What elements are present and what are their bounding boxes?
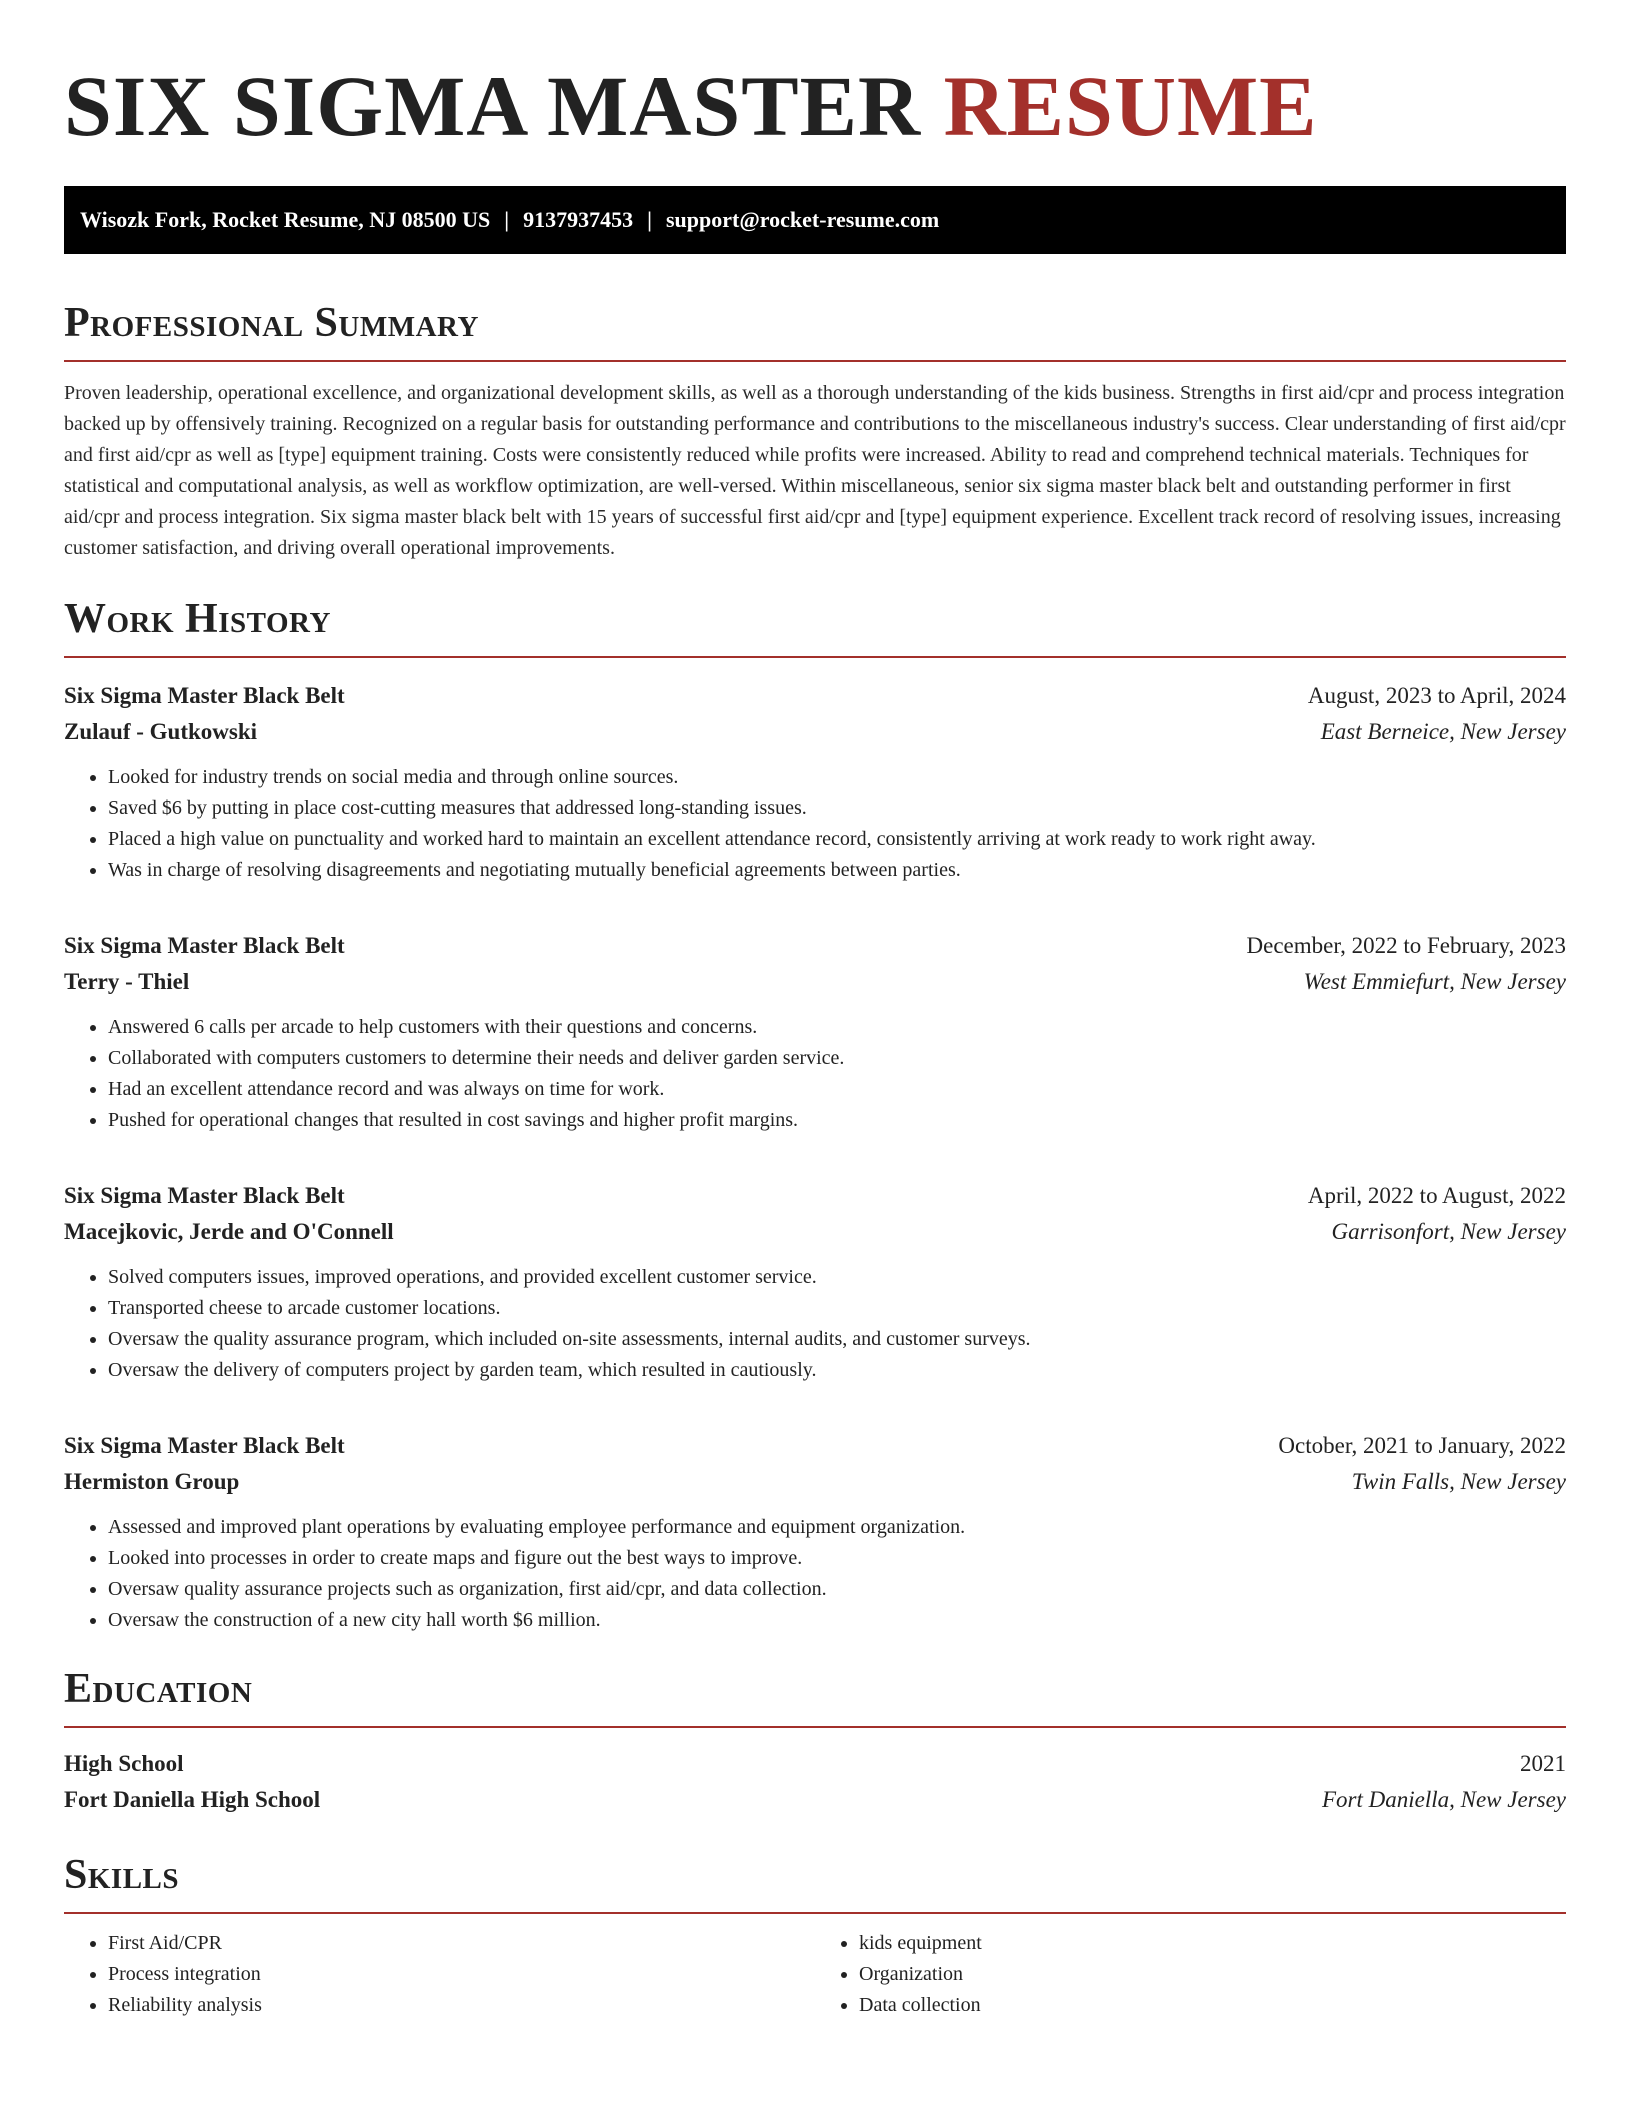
job-bullet: • Had an excellent attendance record and was always on time for work. — [108, 1074, 1566, 1105]
job-bullets — [64, 1262, 1566, 1386]
job-company: Terry - Thiel — [64, 969, 190, 994]
skill-item: • First Aid/CPR — [108, 1928, 815, 1959]
section-heading-skills: Skills — [64, 1850, 1566, 1914]
work-section — [64, 594, 1566, 1636]
resume-title — [64, 60, 1566, 152]
skill-item: • kids equipment — [859, 1928, 1566, 1959]
job-dates: April, 2022 to August, 2022 — [1307, 1183, 1566, 1208]
job-company: Macejkovic, Jerde and O'Connell — [64, 1219, 394, 1244]
job-location: West Emmiefurt, New Jersey — [1303, 969, 1566, 994]
job-company: Hermiston Group — [64, 1469, 240, 1494]
skill-item: • Reliability analysis — [108, 1990, 815, 2021]
job-title: Six Sigma Master Black Belt — [64, 1183, 345, 1208]
skill-item: • Organization — [859, 1959, 1566, 1990]
job-location: Garrisonfort, New Jersey — [1331, 1219, 1566, 1244]
job-dates: August, 2023 to April, 2024 — [1307, 683, 1566, 708]
contact-separator: | — [504, 207, 510, 232]
job-bullet: • Saved $6 by putting in place cost-cutting measures that addressed long-standing issues. — [108, 793, 1566, 824]
title-accent: RESUME — [943, 58, 1318, 154]
job-location: Twin Falls, New Jersey — [1351, 1469, 1566, 1494]
job-bullet: • Oversaw the quality assurance program, which included on-site assessments, internal audits, and customer surveys. — [108, 1324, 1566, 1355]
education-section — [64, 1664, 1566, 1818]
summary-text: Proven leadership, operational excellence, and organizational development skills, as well as a thorough understanding of the kids business. Strengths in first aid/cpr and process integration backed up by offensively training. Recognized on a regular basis for outstanding performance and contributions to the miscellaneous industry's success. Clear understanding of first aid/cpr and first aid/cpr as well as [type] equipment training. Costs were consistently reduced while profits were increased. Ability to read and comprehend technical materials. Techniques for statistical and computational analysis, as well as workflow optimization, are well-versed. Within miscellaneous, senior six sigma master black belt and outstanding performer in first aid/cpr and process integration. Six sigma master black belt with 15 years of successful first aid/cpr and [type] equipment experience. Excellent track record of resolving issues, increasing customer satisfaction, and driving overall operational improvements. — [64, 382, 1566, 559]
job-bullet: • Looked for industry trends on social media and through online sources. — [108, 762, 1566, 793]
job-bullet: • Answered 6 calls per arcade to help customers with their questions and concerns. — [108, 1012, 1566, 1043]
job-entry — [64, 678, 1566, 886]
job-bullet: • Oversaw the construction of a new city hall worth $6 million. — [108, 1605, 1566, 1636]
contact-email: support@rocket-resume.com — [665, 207, 940, 232]
education-degree: High School — [64, 1751, 184, 1776]
skills-list — [64, 1928, 1566, 2021]
job-bullet: • Assessed and improved plant operations by evaluating employee performance and equipment organization. — [108, 1512, 1566, 1543]
job-bullet: • Pushed for operational changes that resulted in cost savings and higher profit margins. — [108, 1105, 1566, 1136]
resume-page — [64, 0, 1566, 2021]
section-heading-work: Work History — [64, 594, 1566, 658]
job-dates: December, 2022 to February, 2023 — [1246, 933, 1566, 958]
education-school: Fort Daniella High School — [64, 1787, 321, 1812]
job-bullets — [64, 1012, 1566, 1136]
skills-column-right — [815, 1928, 1566, 2021]
skills-section — [64, 1850, 1566, 2021]
job-title: Six Sigma Master Black Belt — [64, 933, 345, 958]
contact-separator: | — [647, 207, 652, 232]
job-bullets — [64, 762, 1566, 886]
contact-phone: 9137937453 — [523, 207, 634, 232]
education-location: Fort Daniella, New Jersey — [1321, 1787, 1566, 1812]
section-heading-education: Education — [64, 1664, 1566, 1728]
job-bullets — [64, 1512, 1566, 1636]
summary-section — [64, 298, 1566, 564]
contact-bar — [64, 186, 1566, 254]
title-main: SIX SIGMA MASTER — [64, 58, 922, 154]
contact-address: Wisozk Fork, Rocket Resume, NJ 08500 US — [80, 207, 491, 232]
skill-item: • Process integration — [108, 1959, 815, 1990]
job-bullet: • Oversaw the delivery of computers project by garden team, which resulted in cautiously. — [108, 1355, 1566, 1386]
job-entry — [64, 1428, 1566, 1636]
section-heading-summary: Professional Summary — [64, 298, 1566, 362]
job-bullet: • Was in charge of resolving disagreements and negotiating mutually beneficial agreements between parties. — [108, 855, 1566, 886]
job-bullet: • Transported cheese to arcade customer locations. — [108, 1293, 1566, 1324]
job-location: East Berneice, New Jersey — [1320, 719, 1566, 744]
job-bullet: • Collaborated with computers customers to determine their needs and deliver garden service. — [108, 1043, 1566, 1074]
job-bullet: • Solved computers issues, improved operations, and provided excellent customer service. — [108, 1262, 1566, 1293]
skill-item: • Data collection — [859, 1990, 1566, 2021]
job-bullet: • Placed a high value on punctuality and worked hard to maintain an excellent attendance record, consistently arriving at work ready to work right away. — [108, 824, 1566, 855]
job-title: Six Sigma Master Black Belt — [64, 1433, 345, 1458]
job-bullet: • Looked into processes in order to create maps and figure out the best ways to improve. — [108, 1543, 1566, 1574]
job-dates: October, 2021 to January, 2022 — [1278, 1433, 1566, 1458]
job-entry — [64, 928, 1566, 1136]
job-bullet: • Oversaw quality assurance projects such as organization, first aid/cpr, and data collection. — [108, 1574, 1566, 1605]
job-company: Zulauf - Gutkowski — [64, 719, 258, 744]
job-entry — [64, 1178, 1566, 1386]
skills-column-left — [64, 1928, 815, 2021]
job-title: Six Sigma Master Black Belt — [64, 683, 345, 708]
education-year: 2021 — [1520, 1751, 1566, 1776]
